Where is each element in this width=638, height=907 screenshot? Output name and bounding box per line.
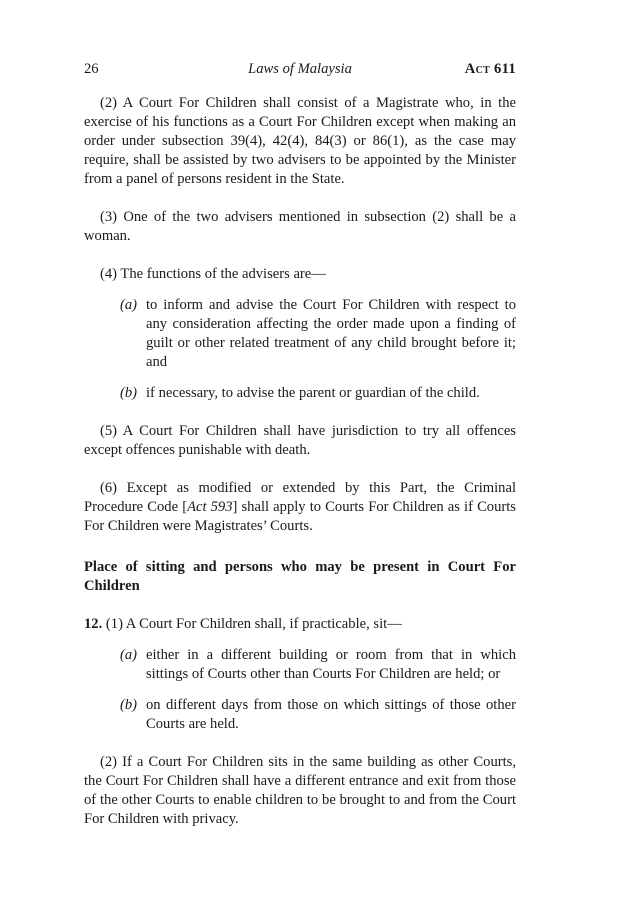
paragraph-6 — [84, 479, 516, 536]
running-title: Laws of Malaysia — [248, 61, 352, 77]
item-label: (b) — [120, 697, 138, 713]
section-12-item-b — [84, 696, 516, 734]
section-12-text: (1) A Court For Children shall, if practicable, sit— — [105, 616, 402, 632]
item-label: (b) — [120, 385, 138, 401]
paragraph-2: (2) A Court For Children shall consist of a Magistrate who, in the exercise of his functions as a Court For Children except when making an order under subsection 39(4), 42(4), 84(3) or 86(1), as the case may require, shall be assisted by two advisers to be appointed by the Minister from a panel of persons resident in the State. — [84, 95, 516, 187]
item-text: on different days from those on which sittings of those other Courts are held. — [146, 697, 516, 732]
paragraph-6-text-end: ] shall apply to Courts For Children as if Courts For Children were Magistrates’ Courts. — [84, 499, 516, 534]
item-text: either in a different building or room from that in which sittings of Courts other than Courts For Children are held; or — [146, 647, 516, 682]
paragraph-3: (3) One of the two advisers mentioned in subsection (2) shall be a woman. — [84, 209, 516, 244]
item-label: (a) — [120, 297, 138, 313]
section-heading: Place of sitting and persons who may be present in Court For Children — [84, 559, 516, 594]
section-12-item-a — [84, 646, 516, 684]
act-number: Act 611 — [464, 61, 516, 77]
paragraph-5: (5) A Court For Children shall have jurisdiction to try all offences except offences punishable with death. — [84, 423, 516, 458]
section-12-paragraph-2: (2) If a Court For Children sits in the same building as other Courts, the Court For Children shall have a different entrance and exit from those of the other Courts to enable children to be brought to and from the Court For Children with privacy. — [84, 754, 516, 827]
paragraph-6-text: (6) Except as modified or extended by this Part, the Criminal Procedure Code [ — [84, 480, 516, 515]
paragraph-4: (4) The functions of the advisers are— — [100, 266, 326, 282]
item-text: if necessary, to advise the parent or guardian of the child. — [146, 385, 480, 401]
item-label: (a) — [120, 647, 138, 663]
item-text: to inform and advise the Court For Children with respect to any consideration affecting the order made upon a finding of guilt or other related treatment of any child brought before it; and — [146, 297, 516, 370]
section-number: 12. — [84, 616, 103, 632]
paragraph-4a — [84, 296, 516, 372]
page-number: 26 — [84, 61, 99, 77]
paragraph-4b — [84, 384, 516, 403]
document-body — [84, 94, 516, 829]
running-header — [84, 60, 516, 80]
act-reference: Act 593 — [187, 499, 233, 515]
section-12-paragraph-1 — [84, 615, 516, 634]
